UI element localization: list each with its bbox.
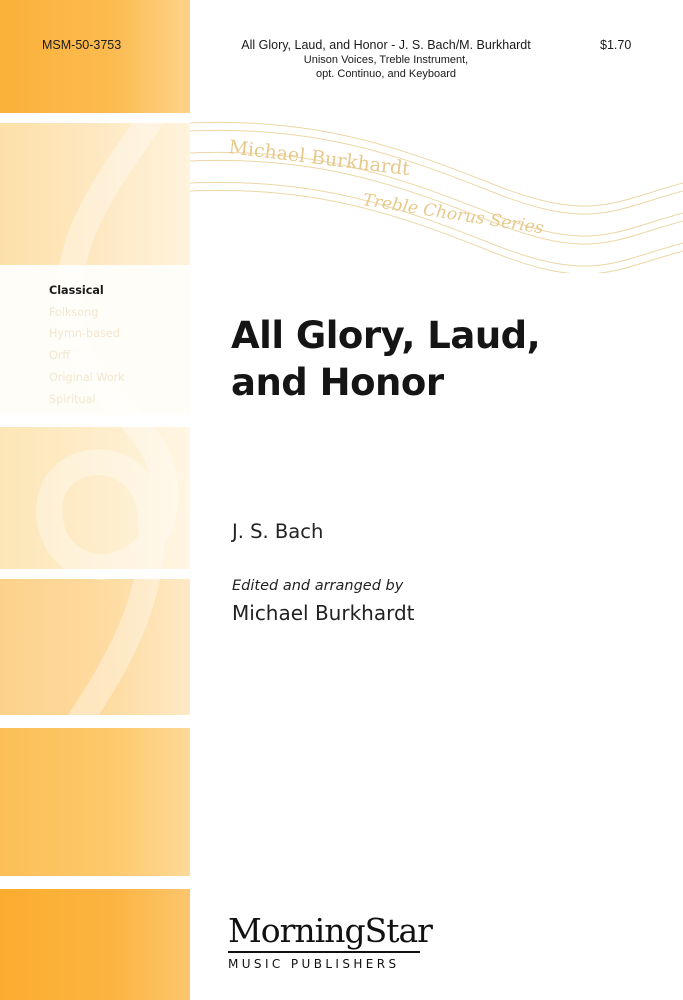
band-stripe <box>0 123 190 265</box>
genre-list <box>49 280 125 410</box>
band-stripe <box>0 427 190 569</box>
genre-item-hymn-based: Hymn-based <box>49 327 120 341</box>
band-stripe <box>0 579 190 715</box>
genre-item-original-work: Original Work <box>49 370 125 384</box>
publisher-subtitle: MUSIC PUBLISHERS <box>228 956 400 971</box>
edited-label: Edited and arranged by <box>232 578 404 594</box>
catalog-number: MSM-50-3753 <box>42 38 122 52</box>
genre-item-orff: Orff <box>49 349 71 363</box>
series-subtitle: Treble Chorus Series <box>361 190 545 239</box>
band-stripe <box>0 0 190 113</box>
voicing-line-1: Unison Voices, Treble Instrument, <box>303 54 469 66</box>
genre-item-classical: Classical <box>49 284 104 297</box>
series-wave-banner <box>190 113 683 273</box>
price: $1.70 <box>600 38 632 52</box>
header-title: All Glory, Laud, and Honor - J. S. Bach/M. Burkhardt <box>241 38 531 52</box>
work-title-line-2: and Honor <box>231 361 444 404</box>
arranger: Michael Burkhardt <box>232 601 415 625</box>
work-title-line-1: All Glory, Laud, <box>231 314 541 357</box>
work-title <box>231 312 540 406</box>
composer: J. S. Bach <box>232 520 324 543</box>
publisher-name: MorningStar <box>228 911 432 950</box>
series-name: Michael Burkhardt <box>227 136 412 181</box>
band-stripe <box>0 728 190 876</box>
publisher-logo <box>228 911 432 971</box>
genre-item-folksong: Folksong <box>49 305 99 319</box>
genre-item-spiritual: Spiritual <box>49 392 96 406</box>
band-stripe <box>0 889 190 1000</box>
voicing-line-2: opt. Continuo, and Keyboard <box>315 68 457 80</box>
logo-rule <box>228 951 420 953</box>
